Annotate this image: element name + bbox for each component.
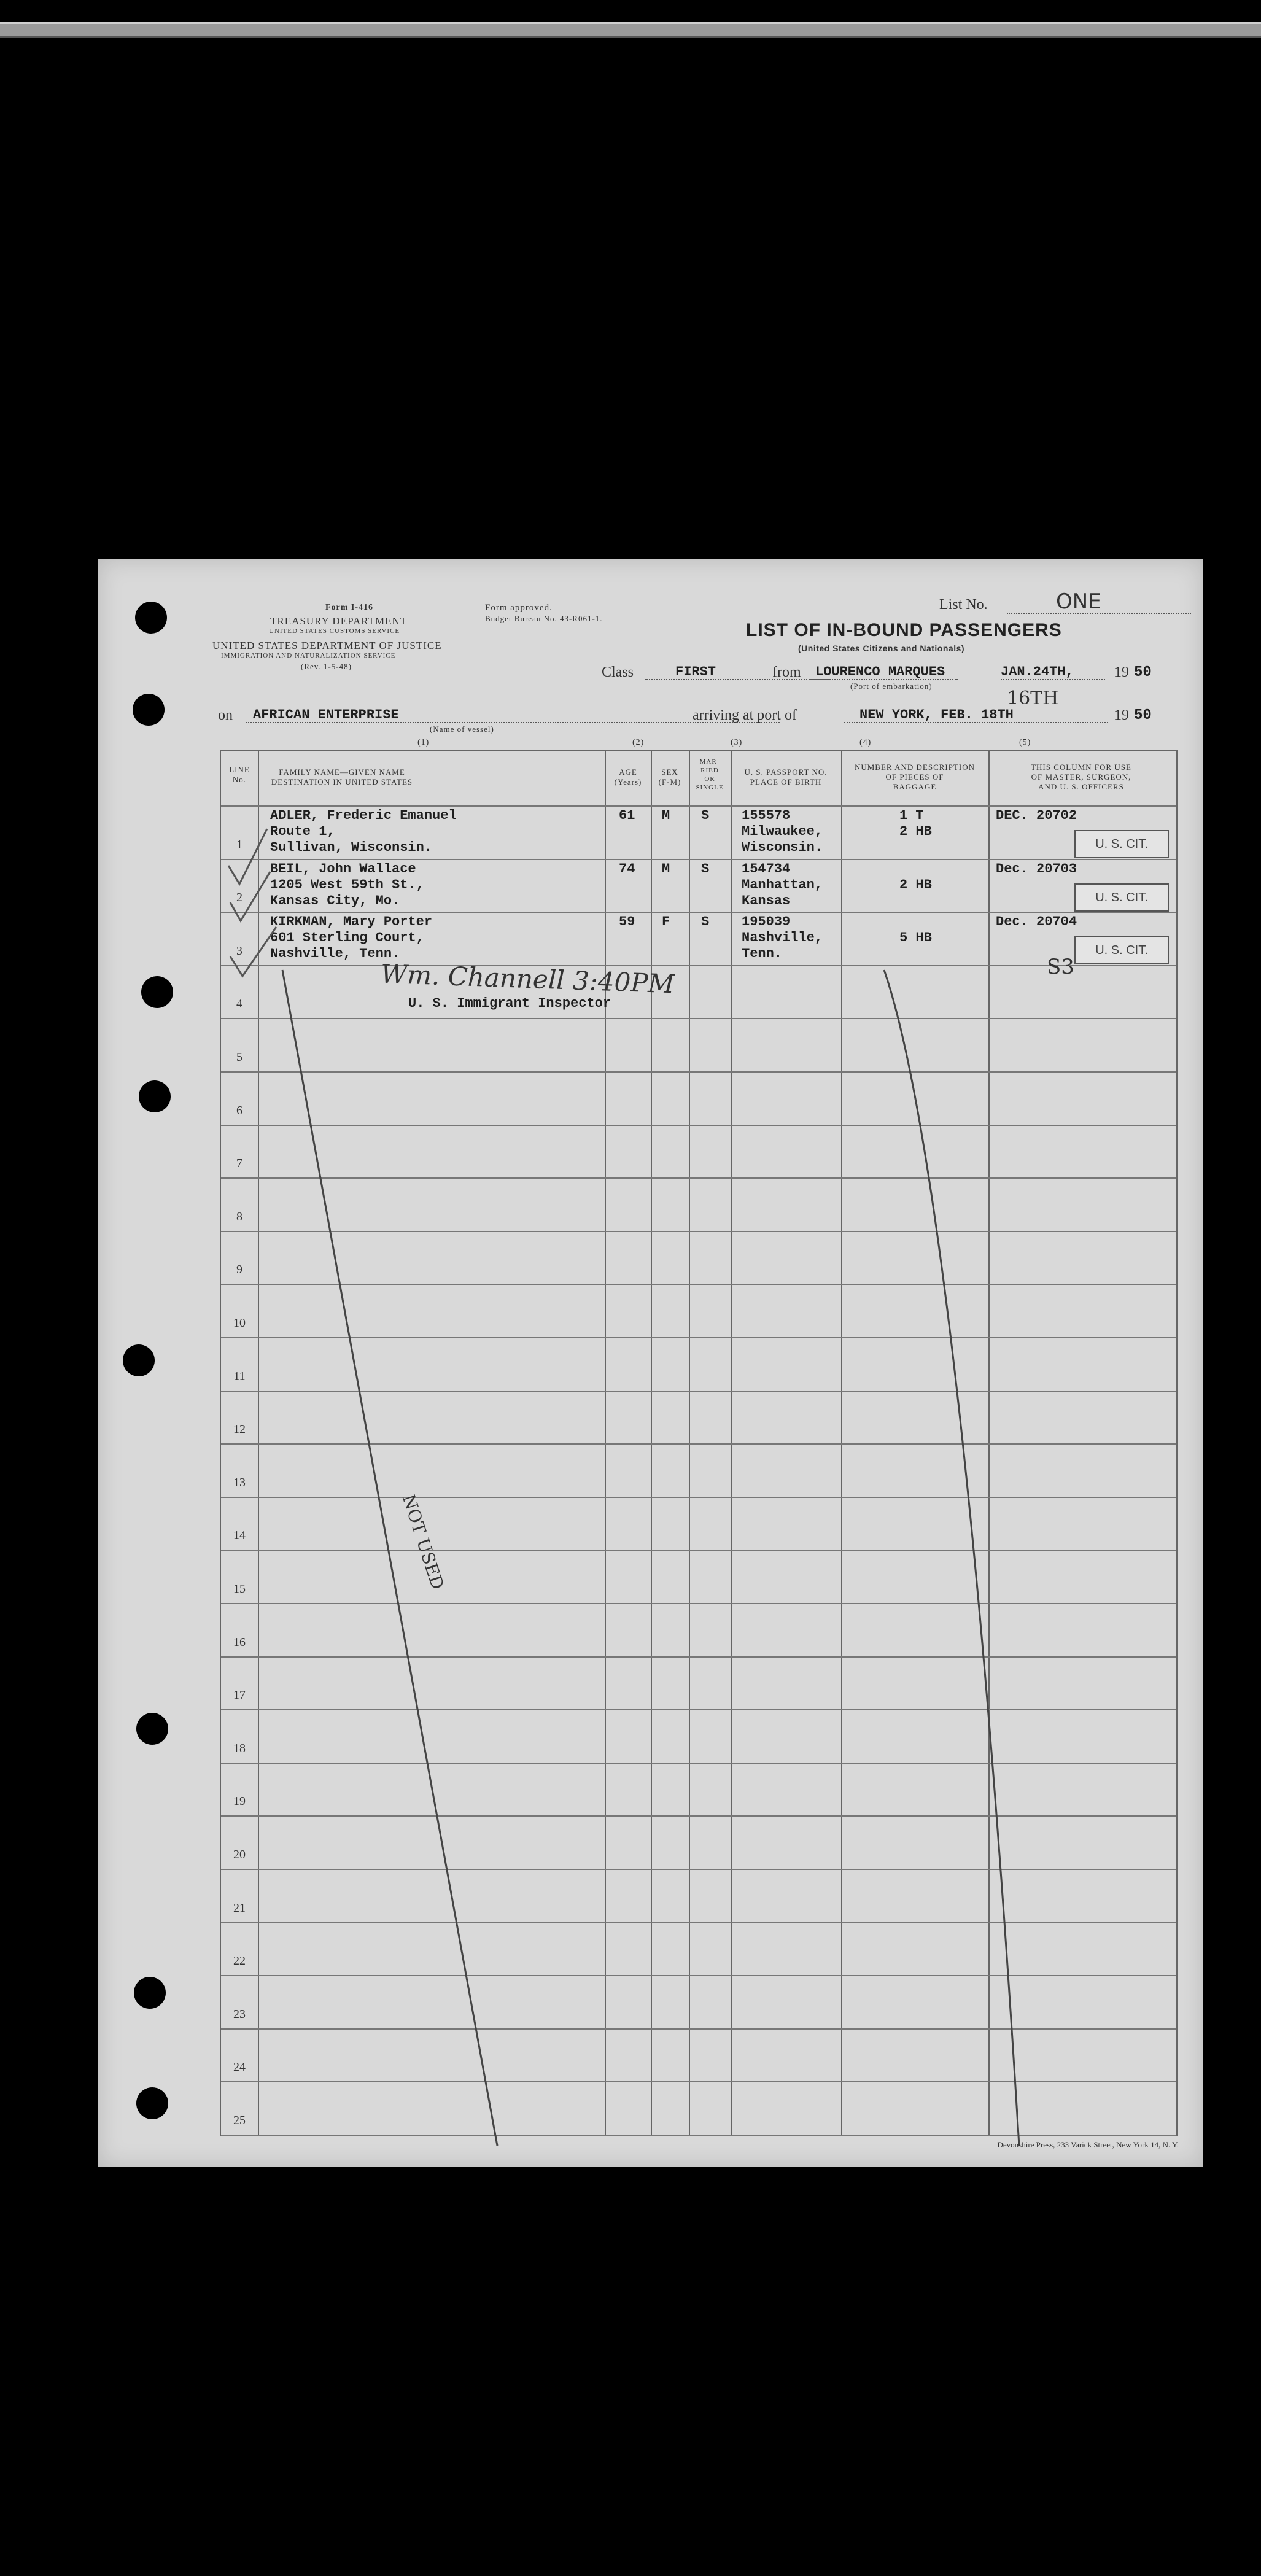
row-1-dest2: Sullivan, Wisconsin.: [270, 840, 433, 855]
class-label: Class: [602, 664, 634, 680]
row-3-sex: F: [662, 914, 670, 930]
row-1-bag1: 1 T: [899, 808, 924, 823]
justice-dept: UNITED STATES DEPARTMENT OF JUSTICE: [212, 640, 442, 651]
from-value: LOURENCO MARQUES: [815, 664, 945, 680]
row-2-bag2: 2 HB: [899, 877, 932, 893]
treasury-dept: TREASURY DEPARTMENT: [270, 615, 408, 627]
passenger-list-sheet: [98, 559, 1203, 2167]
col-number-3: (3): [731, 738, 743, 747]
page-title: LIST OF IN-BOUND PASSENGERS: [746, 620, 1062, 640]
col-header-married: MAR- RIED OR SINGLE: [696, 758, 724, 791]
ins-service: IMMIGRATION AND NATURALIZATION SERVICE: [221, 652, 396, 659]
inspector-signature: Wm. Channell 3:40PM: [380, 958, 675, 999]
check-mark: [228, 829, 267, 884]
line-number: 14: [233, 1529, 246, 1543]
line-number: 8: [236, 1209, 243, 1224]
row-1-passport: 155578: [742, 808, 791, 823]
row-2-dest1: 1205 West 59th St.,: [270, 877, 424, 893]
line-number: 18: [233, 1741, 246, 1755]
col-number-2: (2): [632, 738, 645, 747]
revision: (Rev. 1-5-48): [301, 662, 352, 671]
vessel-name: AFRICAN ENTERPRISE: [253, 707, 399, 723]
arrival-correction: 16TH: [1007, 688, 1059, 709]
year-value-1: 50: [1134, 664, 1152, 681]
row-3-bag2: 5 HB: [899, 930, 932, 946]
arrival-port: NEW YORK, FEB. 18TH: [859, 707, 1014, 723]
row-3-birth2: Tenn.: [742, 946, 783, 962]
row-1-sex: M: [662, 808, 670, 823]
col-number-1: (1): [417, 738, 430, 747]
customs-service: UNITED STATES CUSTOMS SERVICE: [269, 627, 400, 635]
citizen-stamp: U. S. CIT.: [1074, 830, 1169, 858]
check-mark: [230, 927, 276, 976]
page-subtitle: (United States Citizens and Nationals): [798, 643, 965, 653]
line-number: 22: [233, 1954, 246, 1968]
citizen-stamp: U. S. CIT.: [1074, 883, 1169, 912]
row-1-married: S: [701, 808, 710, 823]
line-number: 7: [236, 1157, 243, 1171]
line-number: 17: [233, 1688, 246, 1702]
row-2-sex: M: [662, 861, 670, 877]
line-number: 6: [236, 1103, 243, 1117]
row-2-passport: 154734: [742, 861, 791, 877]
line-number: 4: [236, 997, 243, 1011]
row-1-dest1: Route 1,: [270, 824, 335, 839]
line-number: 21: [233, 1901, 246, 1915]
form-approved: Form approved.: [485, 603, 553, 613]
row-3-dest1: 601 Sterling Court,: [270, 930, 424, 946]
row-3-dest2: Nashville, Tenn.: [270, 946, 400, 962]
row-3-officer: Dec. 20704: [996, 914, 1077, 930]
budget-bureau: Budget Bureau No. 43-R061-1.: [485, 614, 603, 623]
col-header-line-no: LINE No.: [229, 765, 250, 784]
film-edge-strip: [0, 22, 1261, 38]
row-1-bag2: 2 HB: [899, 824, 932, 839]
line-number: 24: [233, 2060, 246, 2074]
row-3-age: 59: [619, 914, 635, 930]
row-3-passport: 195039: [742, 914, 791, 930]
col-header-passport: U. S. PASSPORT NO. PLACE OF BIRTH: [744, 767, 828, 786]
line-number: 1: [236, 837, 243, 852]
class-value: FIRST: [675, 664, 716, 680]
col-number-4: (4): [859, 738, 872, 747]
printer-credit: Devonshire Press, 233 Varick Street, New York 14, N. Y.: [997, 2140, 1179, 2149]
on-label: on: [218, 707, 233, 723]
row-2-birth1: Manhattan,: [742, 877, 823, 893]
form-number: Form I-416: [325, 603, 374, 612]
line-number: 19: [233, 1794, 246, 1809]
row-3-name: KIRKMAN, Mary Porter: [270, 914, 433, 930]
strike-line-right: [884, 970, 1019, 2146]
line-number: 23: [233, 2007, 246, 2021]
strike-line-left: [282, 970, 497, 2146]
margin-mark: S3: [1047, 955, 1074, 979]
col-number-5: (5): [1019, 738, 1031, 747]
list-no-label: List No.: [939, 597, 988, 613]
row-1-officer: DEC. 20702: [996, 808, 1077, 823]
col-header-baggage: NUMBER AND DESCRIPTION OF PIECES OF BAGGAGE: [854, 762, 976, 791]
embark-caption: (Port of embarkation): [850, 681, 933, 691]
row-2-married: S: [701, 861, 710, 877]
row-2-dest2: Kansas City, Mo.: [270, 893, 400, 909]
inspector-title: U. S. Immigrant Inspector: [408, 996, 611, 1011]
row-1-birth1: Milwaukee,: [742, 824, 823, 839]
line-number: 13: [233, 1475, 246, 1489]
row-3-birth1: Nashville,: [742, 930, 823, 946]
line-number: 3: [236, 944, 243, 958]
year-value-2: 50: [1134, 707, 1152, 724]
row-2-name: BEIL, John Wallace: [270, 861, 416, 877]
from-label: from: [772, 664, 801, 680]
not-used-note: NOT USED: [398, 1492, 448, 1593]
line-number: 5: [236, 1050, 243, 1064]
row-2-birth2: Kansas: [742, 893, 791, 909]
list-no-value: ONE: [1056, 589, 1101, 614]
line-number: 20: [233, 1848, 246, 1861]
line-number: 2: [236, 891, 243, 905]
line-number: 10: [233, 1316, 246, 1330]
citizen-stamp: U. S. CIT.: [1074, 936, 1169, 964]
year-prefix-2: 19: [1114, 707, 1129, 723]
line-number: 25: [233, 2114, 246, 2127]
departure-date: JAN.24TH,: [1001, 664, 1074, 680]
row-1-name: ADLER, Frederic Emanuel: [270, 808, 457, 823]
row-3-married: S: [701, 914, 710, 930]
year-prefix-1: 19: [1114, 664, 1129, 680]
row-2-officer: Dec. 20703: [996, 861, 1077, 877]
row-2-age: 74: [619, 861, 635, 877]
line-number: 9: [236, 1263, 243, 1277]
col-header-name: FAMILY NAME—GIVEN NAME DESTINATION IN UNITED STATES: [271, 767, 413, 786]
col-header-sex: SEX (F-M): [658, 767, 681, 786]
line-number: 11: [233, 1369, 246, 1383]
line-number: 16: [233, 1635, 246, 1649]
strike-lines: [98, 559, 1203, 2167]
col-header-age: AGE (Years): [614, 767, 642, 786]
col-header-officers: THIS COLUMN FOR USE OF MASTER, SURGEON, AND U. S. OFFICERS: [1031, 762, 1131, 791]
vessel-caption: (Name of vessel): [430, 724, 494, 734]
arriving-label: arriving at port of: [693, 707, 797, 723]
line-number: 12: [233, 1422, 246, 1437]
row-1-birth2: Wisconsin.: [742, 840, 823, 855]
line-number: 15: [233, 1582, 246, 1596]
row-1-age: 61: [619, 808, 635, 823]
